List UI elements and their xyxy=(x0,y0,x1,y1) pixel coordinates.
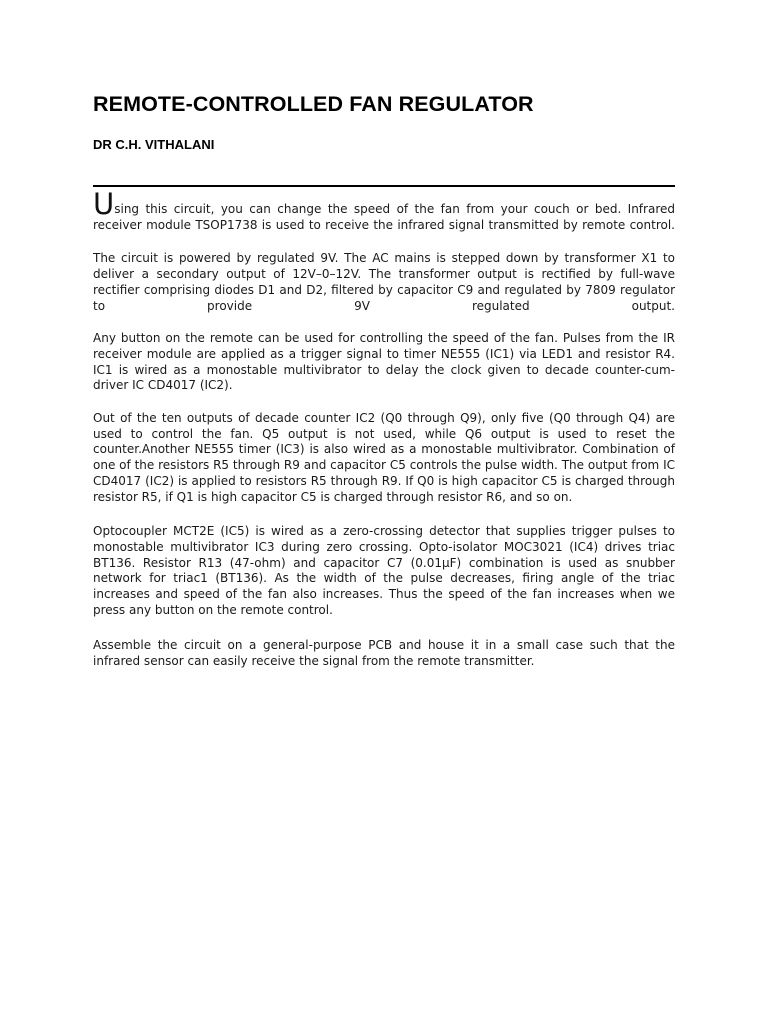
paragraph-intro-text: sing this circuit, you can change the speed of the fan from your couch or bed. Infrared receiver module TSOP1738 is used to receive the infrared signal transmitted by remote control. xyxy=(93,202,675,232)
paragraph-power-supply: The circuit is powered by regulated 9V. The AC mains is stepped down by transformer X1 to deliver a secondary output of 12V–0–12V. The transformer output is rectified by full-wave rectifier comprising diodes D1 and D2, filtered by capacitor C9 and regulated by 7809 regulator to provide 9V regulated output. xyxy=(93,251,675,313)
paragraph-assembly: Assemble the circuit on a general-purpose PCB and house it in a small case such that the infrared sensor can easily receive the signal from the remote transmitter. xyxy=(93,638,675,669)
article-title: REMOTE-CONTROLLED FAN REGULATOR xyxy=(93,92,534,116)
author-name: DR C.H. VITHALANI xyxy=(93,137,215,152)
paragraph-counter: Out of the ten outputs of decade counter IC2 (Q0 through Q9), only five (Q0 through Q4) are used to control the fan. Q5 output is not used, while Q6 output is used to reset the counter.Another NE555 timer (IC3) is also wired as a monostable multivibrator. Combination of one of the resistors R5 through R9 and capacitor C5 controls the pulse width. The output from IC CD4017 (IC2) is applied to resistors R5 through R9. If Q0 is high capacitor C5 is charged through resistor R5, if Q1 is high capacitor C5 is charged through resistor R6, and so on. xyxy=(93,411,675,504)
paragraph-optocoupler: Optocoupler MCT2E (IC5) is wired as a zero-crossing detector that supplies trigger pulses to monostable multivibrator IC3 during zero crossing. Opto-isolator MOC3021 (IC4) drives triac BT136. Resistor R13 (47-ohm) and capacitor C7 (0.01µF) combination is used as snubber network for triac1 (BT136). As the width of the pulse decreases, firing angle of the triac increases and speed of the fan also increases. Thus the speed of the fan increases when we press any button on the remote control. xyxy=(93,524,675,617)
paragraph-trigger: Any button on the remote can be used for controlling the speed of the fan. Pulses from the IR receiver module are applied as a trigger signal to timer NE555 (IC1) via LED1 and resistor R4. IC1 is wired as a monostable multivibrator to delay the clock given to decade counter-cum-driver IC CD4017 (IC2). xyxy=(93,331,675,393)
article-body xyxy=(93,187,675,670)
title-divider xyxy=(93,185,675,187)
paragraph-intro xyxy=(93,187,675,233)
drop-cap: U xyxy=(93,187,115,221)
